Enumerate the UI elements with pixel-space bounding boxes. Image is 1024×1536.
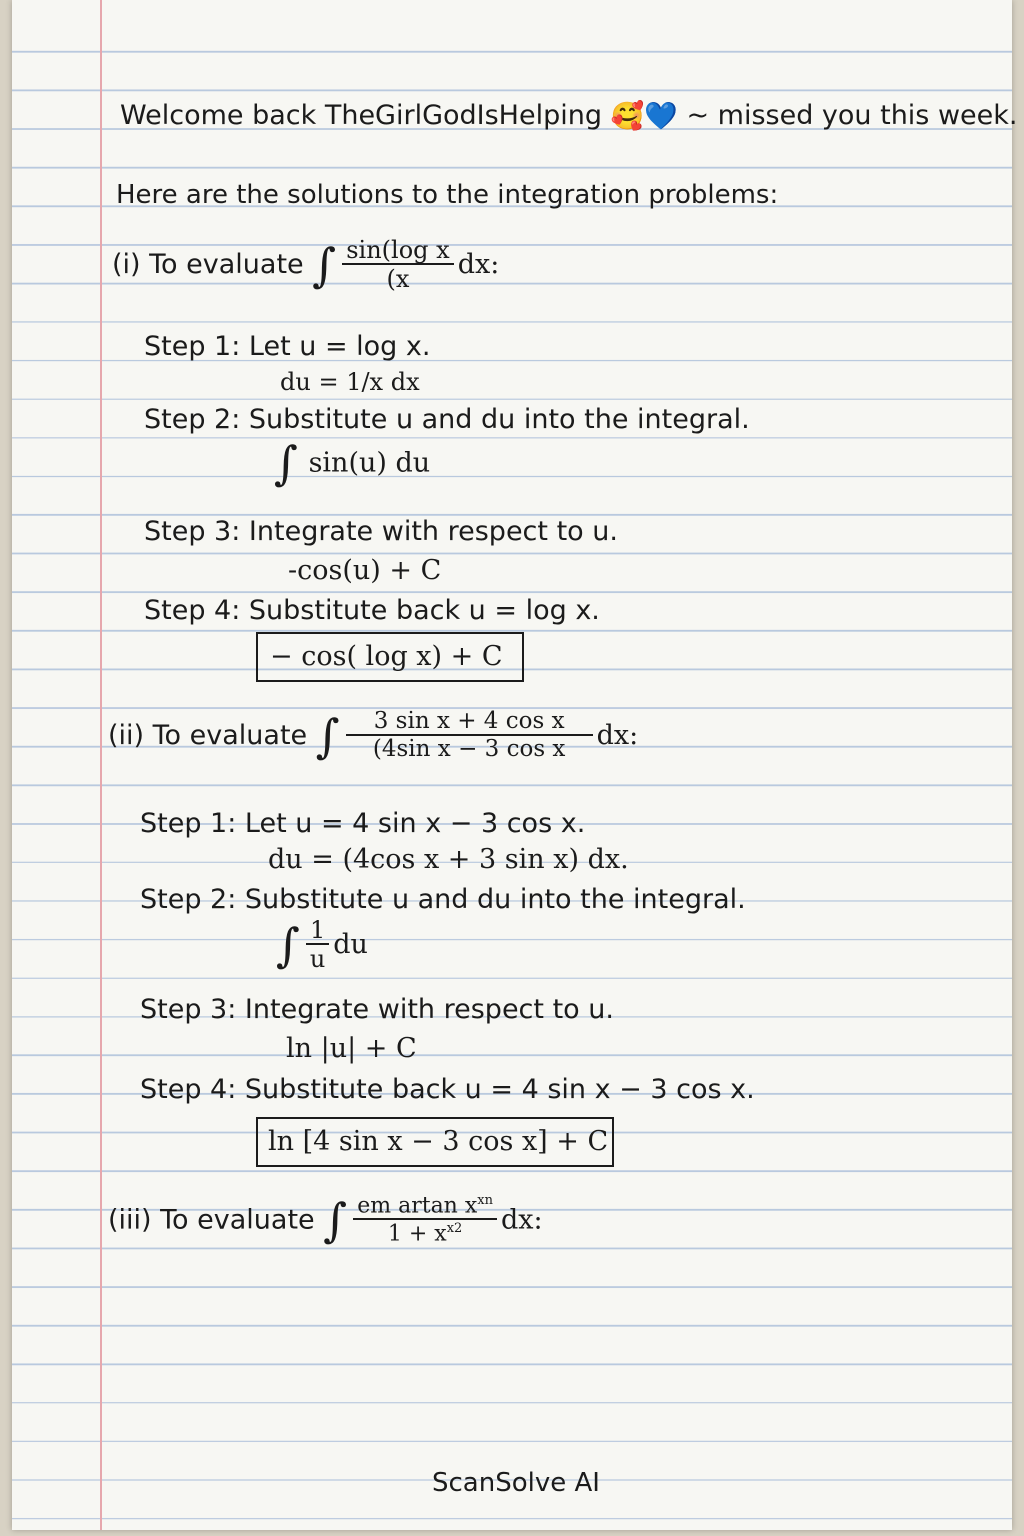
problem-2-answer-box — [256, 1117, 614, 1167]
integral-sign-icon: ∫ — [274, 436, 298, 490]
problem-3-denominator-row — [388, 1220, 462, 1245]
problem-1-step-2-equation: sin(u) du — [308, 447, 431, 479]
problem-1-numerator: sin(log x — [342, 238, 453, 265]
notebook-page — [12, 0, 1018, 1530]
problem-1-step-2-equation-row — [274, 436, 431, 490]
problem-1-step-1: Step 1: Let u = log x. — [144, 331, 431, 362]
problem-2-step-2-equation-row — [276, 918, 368, 971]
problem-2-step-2-differential: du — [333, 929, 368, 960]
greeting-line — [120, 102, 1017, 130]
problem-3-label: (iii) To evaluate — [108, 1204, 315, 1236]
problem-2-label: (ii) To evaluate — [108, 720, 308, 751]
problem-2-step-3-equation: ln |u| + C — [286, 1033, 417, 1064]
problem-3-numerator-superscript: xn — [477, 1193, 493, 1208]
problem-1-fraction — [342, 238, 453, 291]
problem-3-denominator: 1 + x — [387, 1221, 447, 1247]
problem-2-differential: dx: — [596, 720, 639, 751]
problem-1-step-1-equation: du = 1/x dx — [280, 368, 420, 396]
intro-text: Here are the solutions to the integration problems: — [116, 180, 779, 210]
integral-sign-icon: ∫ — [276, 917, 300, 972]
problem-2-step-2-numerator: 1 — [306, 918, 329, 945]
smiling-face-emoji-icon: 🥰 — [610, 101, 645, 132]
problem-1-step-4: Step 4: Substitute back u = log x. — [144, 595, 600, 626]
problem-2-step-1: Step 1: Let u = 4 sin x − 3 cos x. — [140, 808, 586, 839]
greeting-prefix: Welcome back TheGirlGodIsHelping — [120, 100, 602, 131]
integral-sign-icon: ∫ — [315, 708, 340, 763]
margin-line — [100, 0, 102, 1530]
problem-1-step-3: Step 3: Integrate with respect to u. — [144, 516, 618, 547]
problem-1-step-3-equation: -cos(u) + C — [288, 555, 442, 586]
problem-1-step-2: Step 2: Substitute u and du into the integral. — [144, 404, 750, 435]
problem-2-step-4: Step 4: Substitute back u = 4 sin x − 3 cos x. — [140, 1074, 755, 1105]
problem-3-numerator: em artan x — [357, 1193, 478, 1219]
problem-2-denominator: (4sin x − 3 cos x — [372, 736, 566, 762]
problem-3-differential: dx: — [500, 1204, 543, 1236]
integral-sign-icon: ∫ — [312, 237, 337, 292]
problem-2-fraction — [346, 710, 593, 761]
problem-1-heading — [112, 238, 499, 291]
problem-2-answer: ln [4 sin x − 3 cos x] + C — [268, 1126, 609, 1157]
integral-sign-icon: ∫ — [323, 1192, 348, 1247]
problem-2-step-2: Step 2: Substitute u and du into the integral. — [140, 884, 746, 915]
footer-brand: ScanSolve AI — [432, 1468, 600, 1498]
problem-1-label: (i) To evaluate — [112, 249, 304, 280]
problem-2-numerator: 3 sin x + 4 cos x — [346, 710, 593, 736]
problem-2-step-2-denominator: u — [309, 945, 326, 973]
problem-1-denominator: (x — [386, 265, 410, 293]
problem-2-step-3: Step 3: Integrate with respect to u. — [140, 994, 614, 1025]
problem-3-fraction — [353, 1194, 497, 1246]
problem-2-heading — [108, 710, 638, 761]
problem-3-heading — [108, 1194, 543, 1246]
problem-1-answer: − cos( log x) + C — [270, 641, 503, 672]
problem-1-differential: dx: — [457, 249, 500, 280]
greeting-suffix: ~ missed you this week. — [686, 100, 1018, 131]
problem-2-step-2-fraction — [306, 918, 329, 971]
problem-2-step-1-equation: du = (4cos x + 3 sin x) dx. — [268, 844, 629, 875]
problem-1-answer-box — [256, 632, 524, 682]
problem-3-denominator-superscript: x2 — [446, 1221, 463, 1237]
blue-heart-emoji-icon: 💙 — [644, 101, 678, 132]
problem-3-numerator-row — [353, 1194, 497, 1220]
